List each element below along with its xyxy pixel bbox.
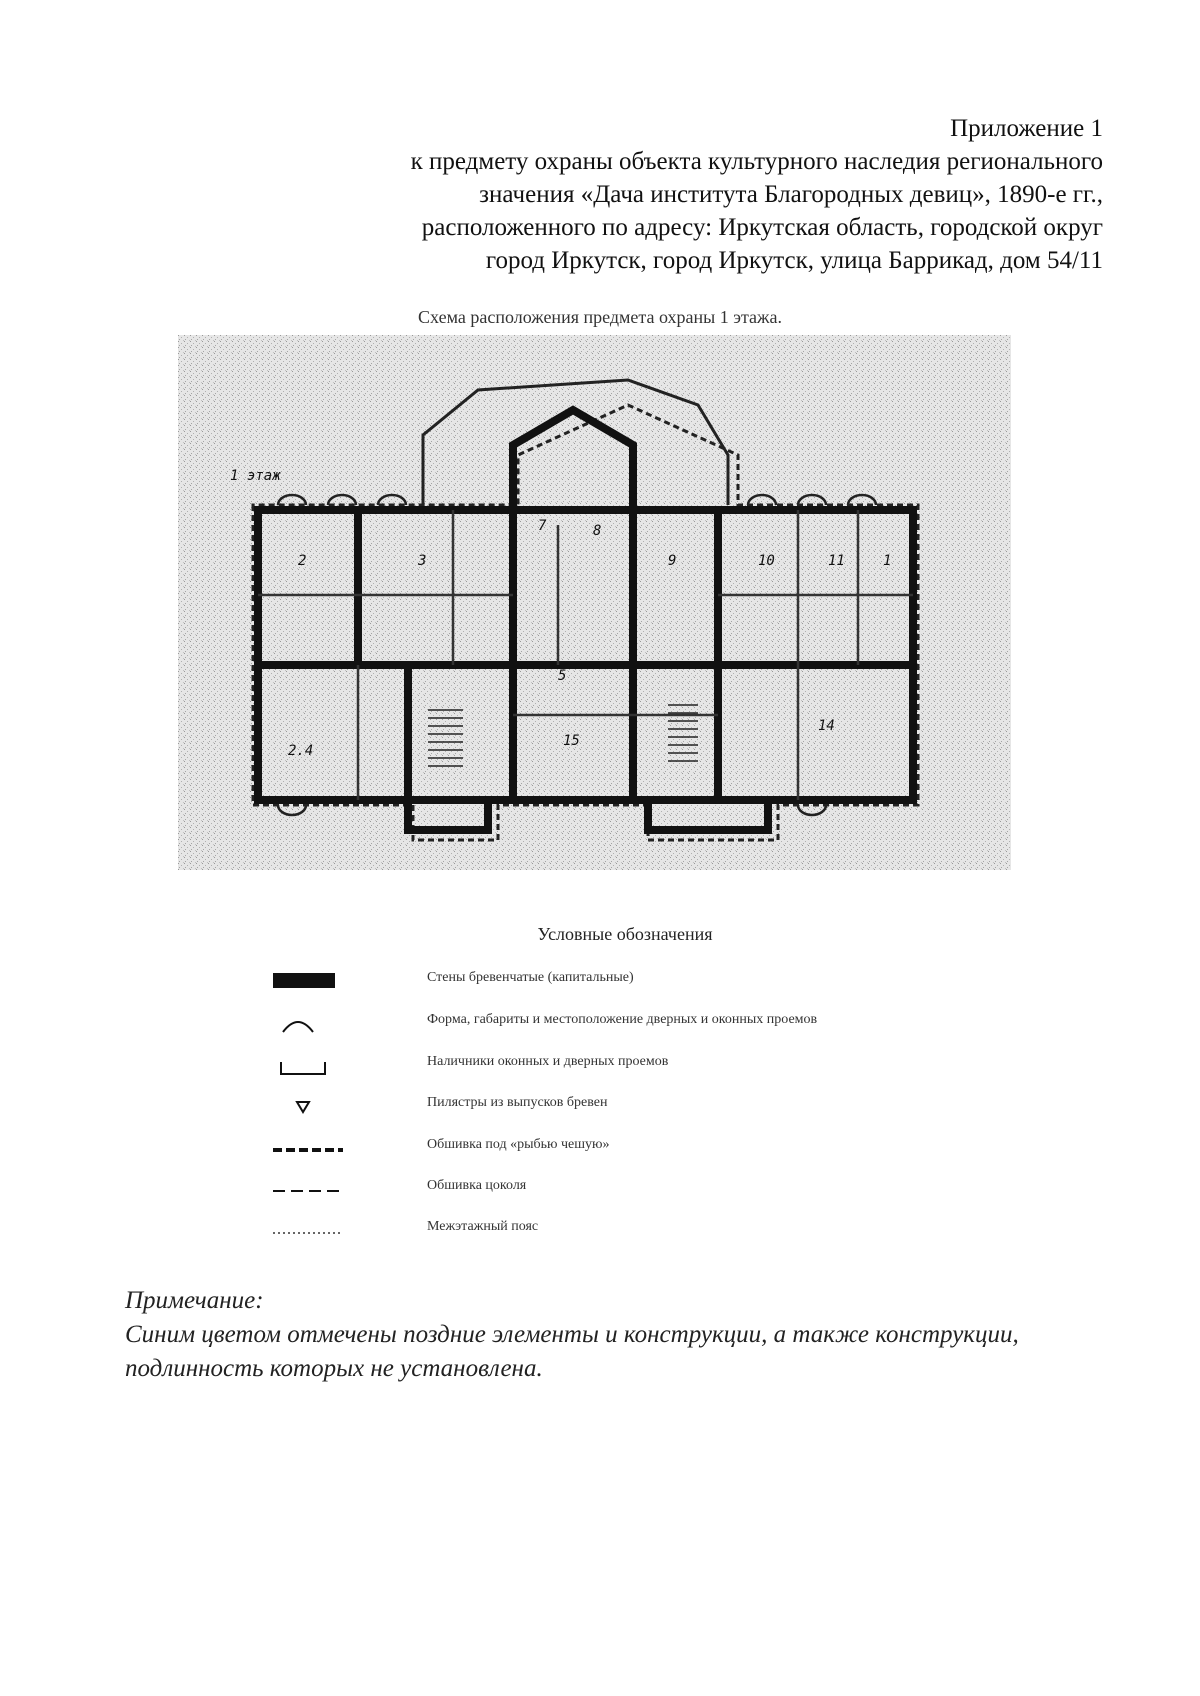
room-label: 14	[818, 718, 835, 734]
legend-text: Форма, габариты и местоположение дверных и оконных проемов	[427, 1012, 818, 1027]
room-label: 10	[758, 553, 775, 569]
room-label: 1	[883, 553, 892, 569]
solid-bar-icon	[265, 966, 345, 996]
arc-icon	[265, 1008, 345, 1038]
legend-text: Обшивка цоколя	[427, 1178, 527, 1193]
legend-item-casings	[265, 1050, 985, 1080]
room-label: 15	[563, 733, 580, 749]
scheme-title: Схема расположения предмета охраны 1 этажа.	[418, 307, 782, 327]
floor-plan-drawing	[178, 335, 1011, 870]
dash-icon	[265, 1174, 345, 1204]
legend-item-walls	[265, 966, 985, 996]
legend-text: Стены бревенчатые (капитальные)	[427, 970, 634, 985]
room-label: 8	[593, 523, 602, 539]
bracket-icon	[265, 1050, 345, 1080]
header-line-4: расположенного по адресу: Иркутская область, городской округ	[421, 214, 1103, 241]
legend-item-openings	[265, 1008, 985, 1038]
legend-text: Наличники оконных и дверных проемов	[427, 1054, 669, 1069]
floor-plan-image	[178, 335, 1011, 870]
note-line-1: Синим цветом отмечены поздние элементы и конструкции, а также конструкции,	[125, 1321, 1019, 1348]
note-line-2: подлинность которых не установлена.	[125, 1355, 543, 1382]
dotted-line-icon	[265, 1215, 345, 1245]
legend-item-fish-scale	[265, 1133, 985, 1163]
room-label: 11	[828, 553, 845, 569]
header-line-3: значения «Дача института Благородных девиц», 1890-е гг.,	[479, 181, 1103, 208]
room-label: 9	[668, 553, 677, 569]
legend-title: Условные обозначения	[537, 924, 713, 944]
legend-text: Пилястры из выпусков бревен	[427, 1095, 608, 1110]
header-line-2: к предмету охраны объекта культурного наследия регионального	[410, 148, 1103, 175]
appendix-number: Приложение 1	[950, 115, 1103, 142]
document-header	[243, 112, 1103, 277]
legend-text: Межэтажный пояс	[427, 1219, 539, 1234]
triangle-down-icon	[265, 1091, 345, 1121]
note-block	[125, 1284, 1125, 1386]
room-label: 3	[418, 553, 427, 569]
legend-item-belt	[265, 1215, 985, 1245]
room-label: 5	[558, 668, 567, 684]
note-title: Примечание:	[125, 1287, 264, 1314]
legend-item-plinth	[265, 1174, 985, 1204]
legend-text: Обшивка под «рыбью чешую»	[427, 1137, 610, 1152]
legend-item-pilasters	[265, 1091, 985, 1121]
room-label: 7	[538, 518, 547, 534]
bold-dash-icon	[265, 1133, 345, 1163]
room-label: 2.4	[288, 743, 314, 759]
plan-corner-label: 1 этаж	[230, 468, 281, 484]
header-line-5: город Иркутск, город Иркутск, улица Баррикад, дом 54/11	[485, 247, 1103, 274]
room-label: 2	[298, 553, 307, 569]
